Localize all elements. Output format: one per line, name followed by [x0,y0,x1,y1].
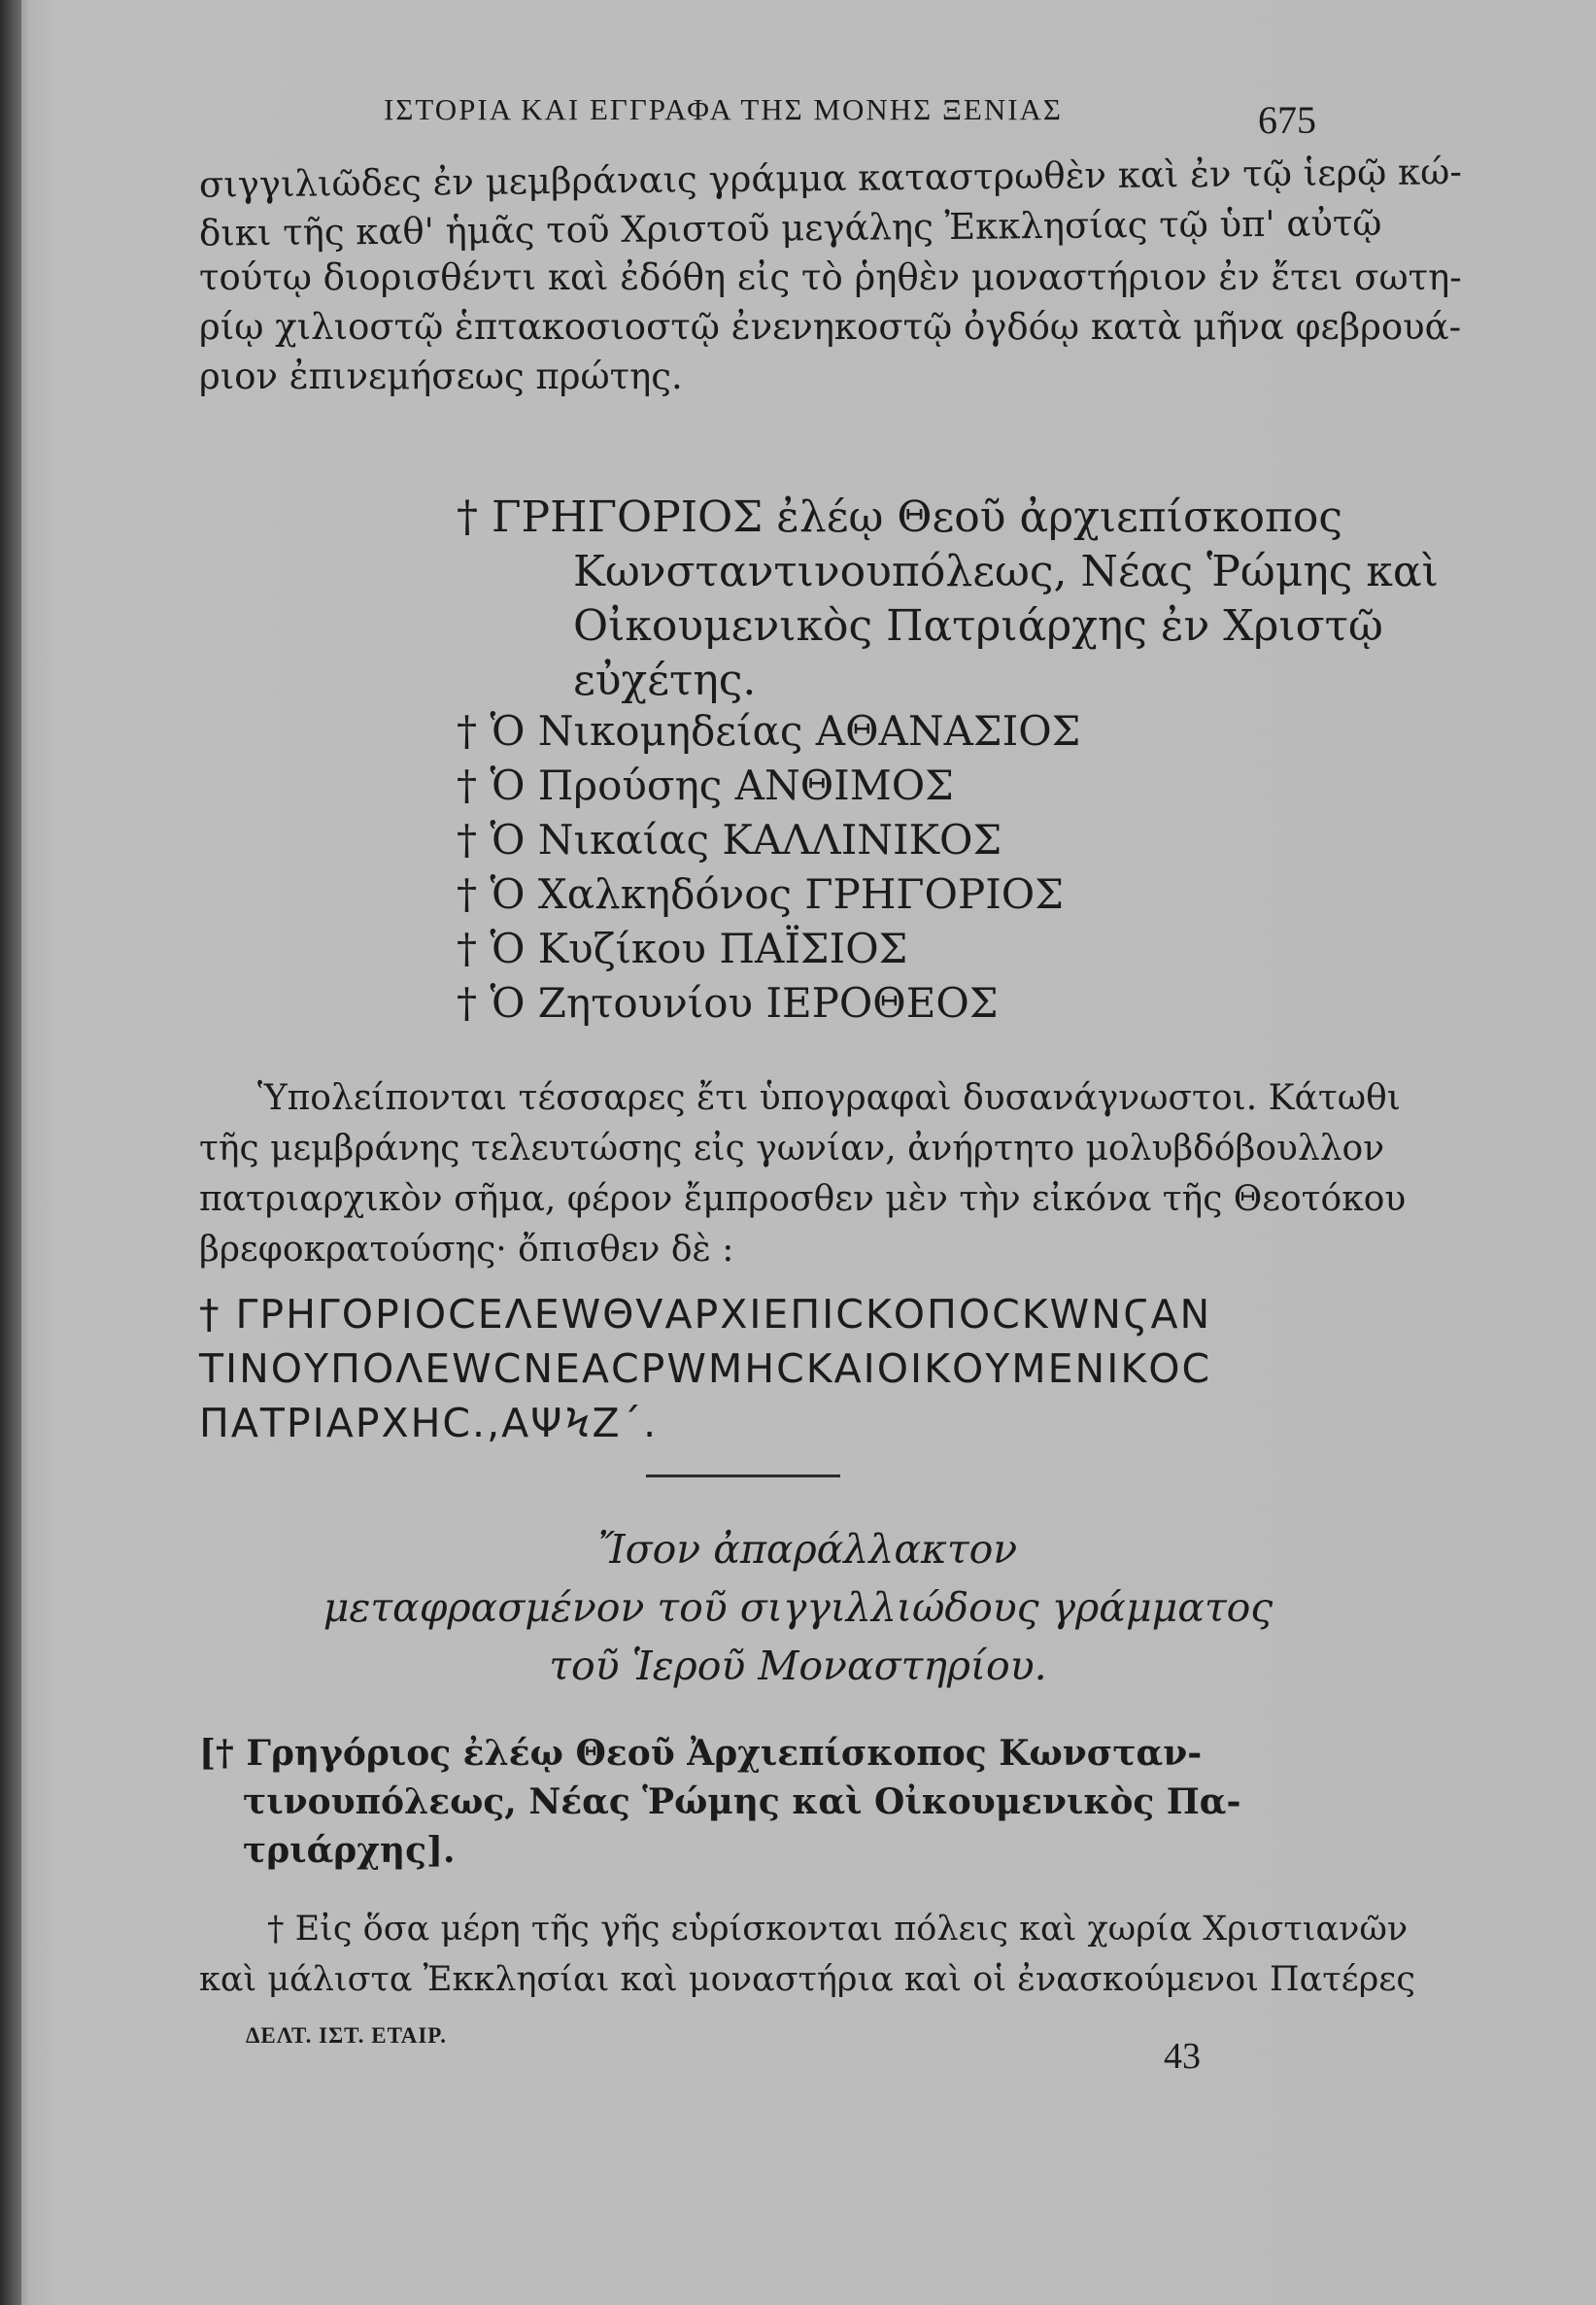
text-line: ΠΑΤΡΙΑΡΧΗC.,ΑΨϞΖ΄. [199,1400,659,1446]
text-line: μεταφρασμένον τοῦ σιγγιλλιώδους γράμματος [323,1584,1273,1631]
text-line: Ὑπολείπονται τέσσαρες ἔτι ὑπογραφαὶ δυσανάγνωστοι. Κάτωθι [257,1078,1401,1118]
text-line: τῆς μεμβράνης τελευτώσης εἰς γωνίαν, ἀνήρτητο μολυβδόβουλλον [199,1129,1385,1169]
text-line: ρίῳ χιλιοστῷ ἑπτακοσιοστῷ ἐνενηκοστῷ ὀγδόῳ κατὰ μῆνα φεβρουά- [199,306,1462,348]
signature-item: † Ὁ Νικαίας ΚΑΛΛΙΝΙΚΟΣ [457,816,1002,864]
text-line: Ἴσον ἀπαράλλακτον [597,1526,1018,1573]
text-line: βρεφοκρατούσης· ὄπισθεν δὲ : [199,1230,734,1270]
signature-item: † Ὁ Χαλκηδόνος ΓΡΗΓΟΡΙΟΣ [457,870,1064,918]
text-line: πατριαρχικὸν σῆμα, φέρον ἔμπροσθεν μὲν τὴν εἰκόνα τῆς Θεοτόκου [199,1179,1407,1219]
signature-item: † Ὁ Νικομηδείας ΑΘΑΝΑΣΙΟΣ [457,707,1081,755]
signature-list [457,704,1080,1031]
signature-item: † Ὁ Προύσης ΑΝΘΙΜΟΣ [457,762,954,809]
page-number: 675 [1258,98,1316,142]
seal-inscription [199,1287,1211,1450]
signature-number: 43 [1164,2036,1201,2077]
text-line: ριον ἐπινεμήσεως πρώτης. [199,356,683,397]
text-line: τούτῳ διορισθέντι καὶ ἐδόθη εἰς τὸ ῥηθὲν μοναστήριον ἐν ἔτει σωτη- [199,256,1462,298]
text-line: Οἰκουμενικὸς Πατριάρχης ἐν Χριστῷ [573,601,1383,651]
bold-translation-heading [199,1729,1240,1875]
patriarch-signature [457,491,1439,708]
signature-item: † Ὁ Ζητουνίου ΙΕΡΟΘΕΟΣ [457,979,999,1027]
paragraph-2 [199,1073,1406,1275]
text-line: [† Γρηγόριος ἐλέῳ Θεοῦ Ἀρχιεπίσκοπος Κωνσταν- [199,1733,1203,1774]
text-line: ΤΙΝΟΥΠΟΛΕWCΝΕΑCΡWΜΗCΚΑΙΟΙΚΟΥΜΕΝΙΚΟC [199,1345,1212,1392]
text-line: καὶ μάλιστα Ἐκκλησίαι καὶ μοναστήρια καὶ οἱ ἐνασκούμενοι Πατέρες [199,1960,1416,1999]
italic-heading [0,1520,1596,1695]
running-head: ΙΣΤΟΡΙΑ ΚΑΙ ΕΓΓΡΑΦΑ ΤΗΣ ΜΟΝΗΣ ΞΕΝΙΑΣ [384,92,1063,126]
text-line: † Εἰς ὅσα μέρη τῆς γῆς εὑρίσκονται πόλεις καὶ χωρία Χριστιανῶν [267,1910,1409,1949]
text-line: σιγγιλιῶδες ἐν μεμβράναις γράμμα καταστρωθὲν καὶ ἐν τῷ ἱερῷ κώ- [198,151,1463,206]
book-spine-shadow [0,0,21,2305]
signature-item: † Ὁ Κυζίκου ΠΑΪΣΙΟΣ [457,925,908,972]
section-divider [646,1475,840,1477]
journal-abbreviation: ΔΕΛΤ. ΙΣΤ. ΕΤΑΙΡ. [246,2023,447,2048]
paragraph-1 [199,153,1462,401]
text-line: εὐχέτης. [573,656,757,705]
text-line: † ΓΡΗΓΟΡΙΟCΕΛΕWΘVΑΡΧΙΕΠΙCΚΟΠΟCΚWΝϚΑΝ [199,1291,1212,1338]
paragraph-3 [199,1904,1415,2005]
text-line: δικι τῆς καθ' ἡμᾶς τοῦ Χριστοῦ μεγάλης Ἐκκλησίας τῷ ὑπ' αὐτῷ [198,202,1382,254]
text-line: τοῦ Ἱεροῦ Μοναστηρίου. [549,1643,1047,1689]
text-line: τινουπόλεως, Νέας Ῥώμης καὶ Οἰκουμενικὸς Πα- [243,1781,1241,1822]
text-line: † ΓΡΗΓΟΡΙΟΣ ἐλέῳ Θεοῦ ἀρχιεπίσκοπος [457,492,1343,542]
text-line: Κωνσταντινουπόλεως, Νέας Ῥώμης καὶ [573,547,1439,596]
text-line: τριάρχης]. [243,1830,456,1871]
